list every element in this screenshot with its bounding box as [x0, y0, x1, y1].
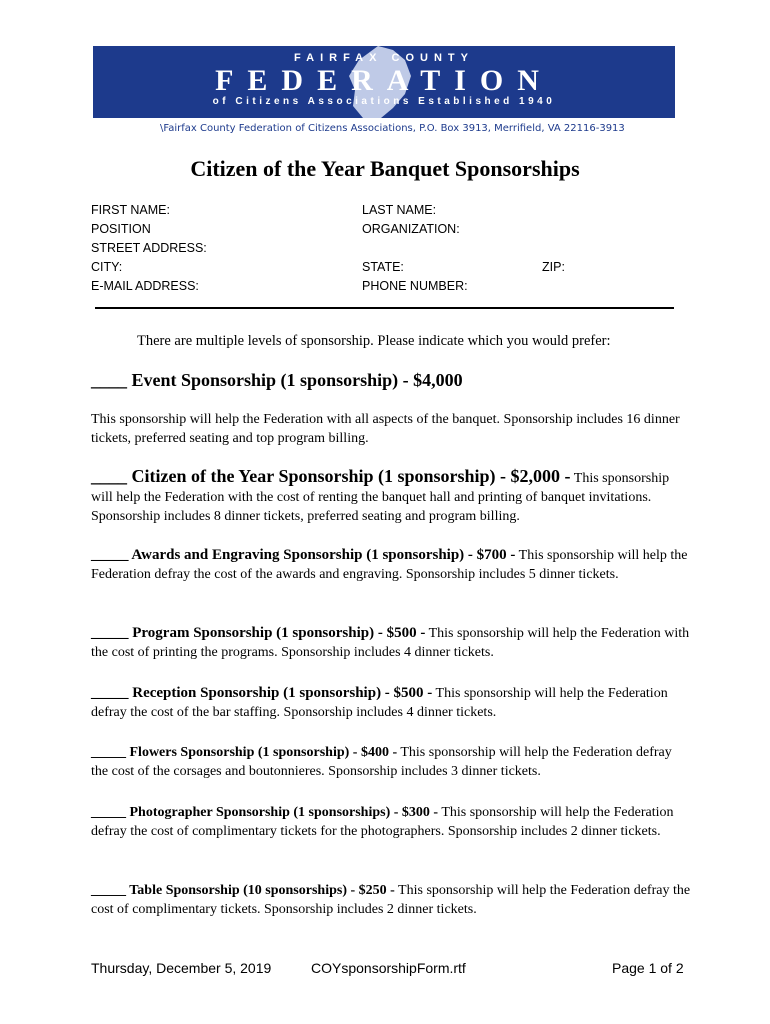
email-label: E-MAIL ADDRESS:: [91, 279, 199, 293]
banner-line-federation: FEDERATION: [215, 64, 553, 97]
awards-sponsorship-text: This sponsorship will help the Federation defray the cost of the awards and engraving. Sponsorship includes 5 dinner tickets.: [91, 548, 688, 582]
reception-sponsorship-text: This sponsorship will help the Federation defray the cost of the bar staffing. Sponsorship includes 4 dinner tickets.: [91, 686, 668, 720]
position-label: POSITION: [91, 222, 151, 236]
event-sponsorship-title: ____ Event Sponsorship (1 sponsorship) - $4,000: [91, 370, 463, 390]
banner-line-established: of Citizens Associations Established 1940: [212, 96, 556, 107]
coy-sponsorship-text: This sponsorship will help the Federation with the cost of renting the banquet hall and printing of banquet invitations. Sponsorship includes 8 dinner tickets, preferred seating and program billing.: [91, 471, 670, 524]
table-sponsorship-text: This sponsorship will help the Federation defray the cost of complimentary tickets. Sponsorship includes 2 dinner tickets.: [91, 883, 691, 917]
awards-sponsorship-block: [91, 546, 691, 584]
footer-date: Thursday, December 5, 2019: [91, 960, 272, 976]
section-divider: [95, 307, 674, 309]
street-address-label: STREET ADDRESS:: [91, 241, 207, 255]
mailing-address: \Fairfax County Federation of Citizens Associations, P.O. Box 3913, Merrifield, VA 22116-3913: [160, 123, 625, 134]
phone-label: PHONE NUMBER:: [362, 279, 468, 293]
banner-line-county: FAIRFAX COUNTY: [294, 52, 474, 64]
state-label: STATE:: [362, 260, 404, 274]
photographer-sponsorship-block: [91, 803, 691, 841]
city-label: CITY:: [91, 260, 123, 274]
photographer-sponsorship-text: This sponsorship will help the Federation defray the cost of complimentary tickets for the photographers. Sponsorship includes 2 dinner tickets.: [91, 805, 674, 839]
program-sponsorship-text: This sponsorship will help the Federation with the cost of printing the programs. Sponsorship includes 4 dinner tickets.: [91, 626, 690, 660]
program-sponsorship-block: [91, 624, 691, 662]
table-sponsorship-title: _____ Table Sponsorship (10 sponsorships) - $250 -: [91, 883, 395, 898]
table-sponsorship-block: [91, 881, 691, 919]
federation-logo-banner: [93, 46, 675, 118]
reception-sponsorship-block: [91, 684, 691, 722]
intro-text: There are multiple levels of sponsorship. Please indicate which you would prefer:: [137, 333, 611, 349]
footer-filename: COYsponsorshipForm.rtf: [311, 960, 466, 976]
page-title: Citizen of the Year Banquet Sponsorships: [190, 156, 580, 181]
coy-sponsorship-block: [91, 467, 691, 526]
flowers-sponsorship-block: [91, 743, 691, 781]
reception-sponsorship-title: _____ Reception Sponsorship (1 sponsorship) - $500 -: [91, 685, 433, 701]
flowers-sponsorship-title: _____ Flowers Sponsorship (1 sponsorship) - $400 -: [91, 745, 398, 760]
event-sponsorship-text: This sponsorship will help the Federation with all aspects of the banquet. Sponsorship includes 16 dinner tickets, preferred seating and top program billing.: [91, 412, 680, 446]
flowers-sponsorship-text: This sponsorship will help the Federation defray the cost of the corsages and boutonnieres. Sponsorship includes 3 dinner tickets.: [91, 745, 672, 779]
first-name-label: FIRST NAME:: [91, 203, 170, 217]
program-sponsorship-title: _____ Program Sponsorship (1 sponsorship) - $500 -: [91, 625, 426, 641]
last-name-label: LAST NAME:: [362, 203, 437, 217]
photographer-sponsorship-title: _____ Photographer Sponsorship (1 sponsorships) - $300 -: [91, 805, 439, 820]
awards-sponsorship-title: _____ Awards and Engraving Sponsorship (1 sponsorship) - $700 -: [91, 547, 516, 563]
footer-page-number: Page 1 of 2: [612, 960, 684, 976]
organization-label: ORGANIZATION:: [362, 222, 460, 236]
coy-sponsorship-title: ____ Citizen of the Year Sponsorship (1 sponsorship) - $2,000 -: [91, 466, 571, 486]
zip-label: ZIP:: [542, 260, 565, 274]
